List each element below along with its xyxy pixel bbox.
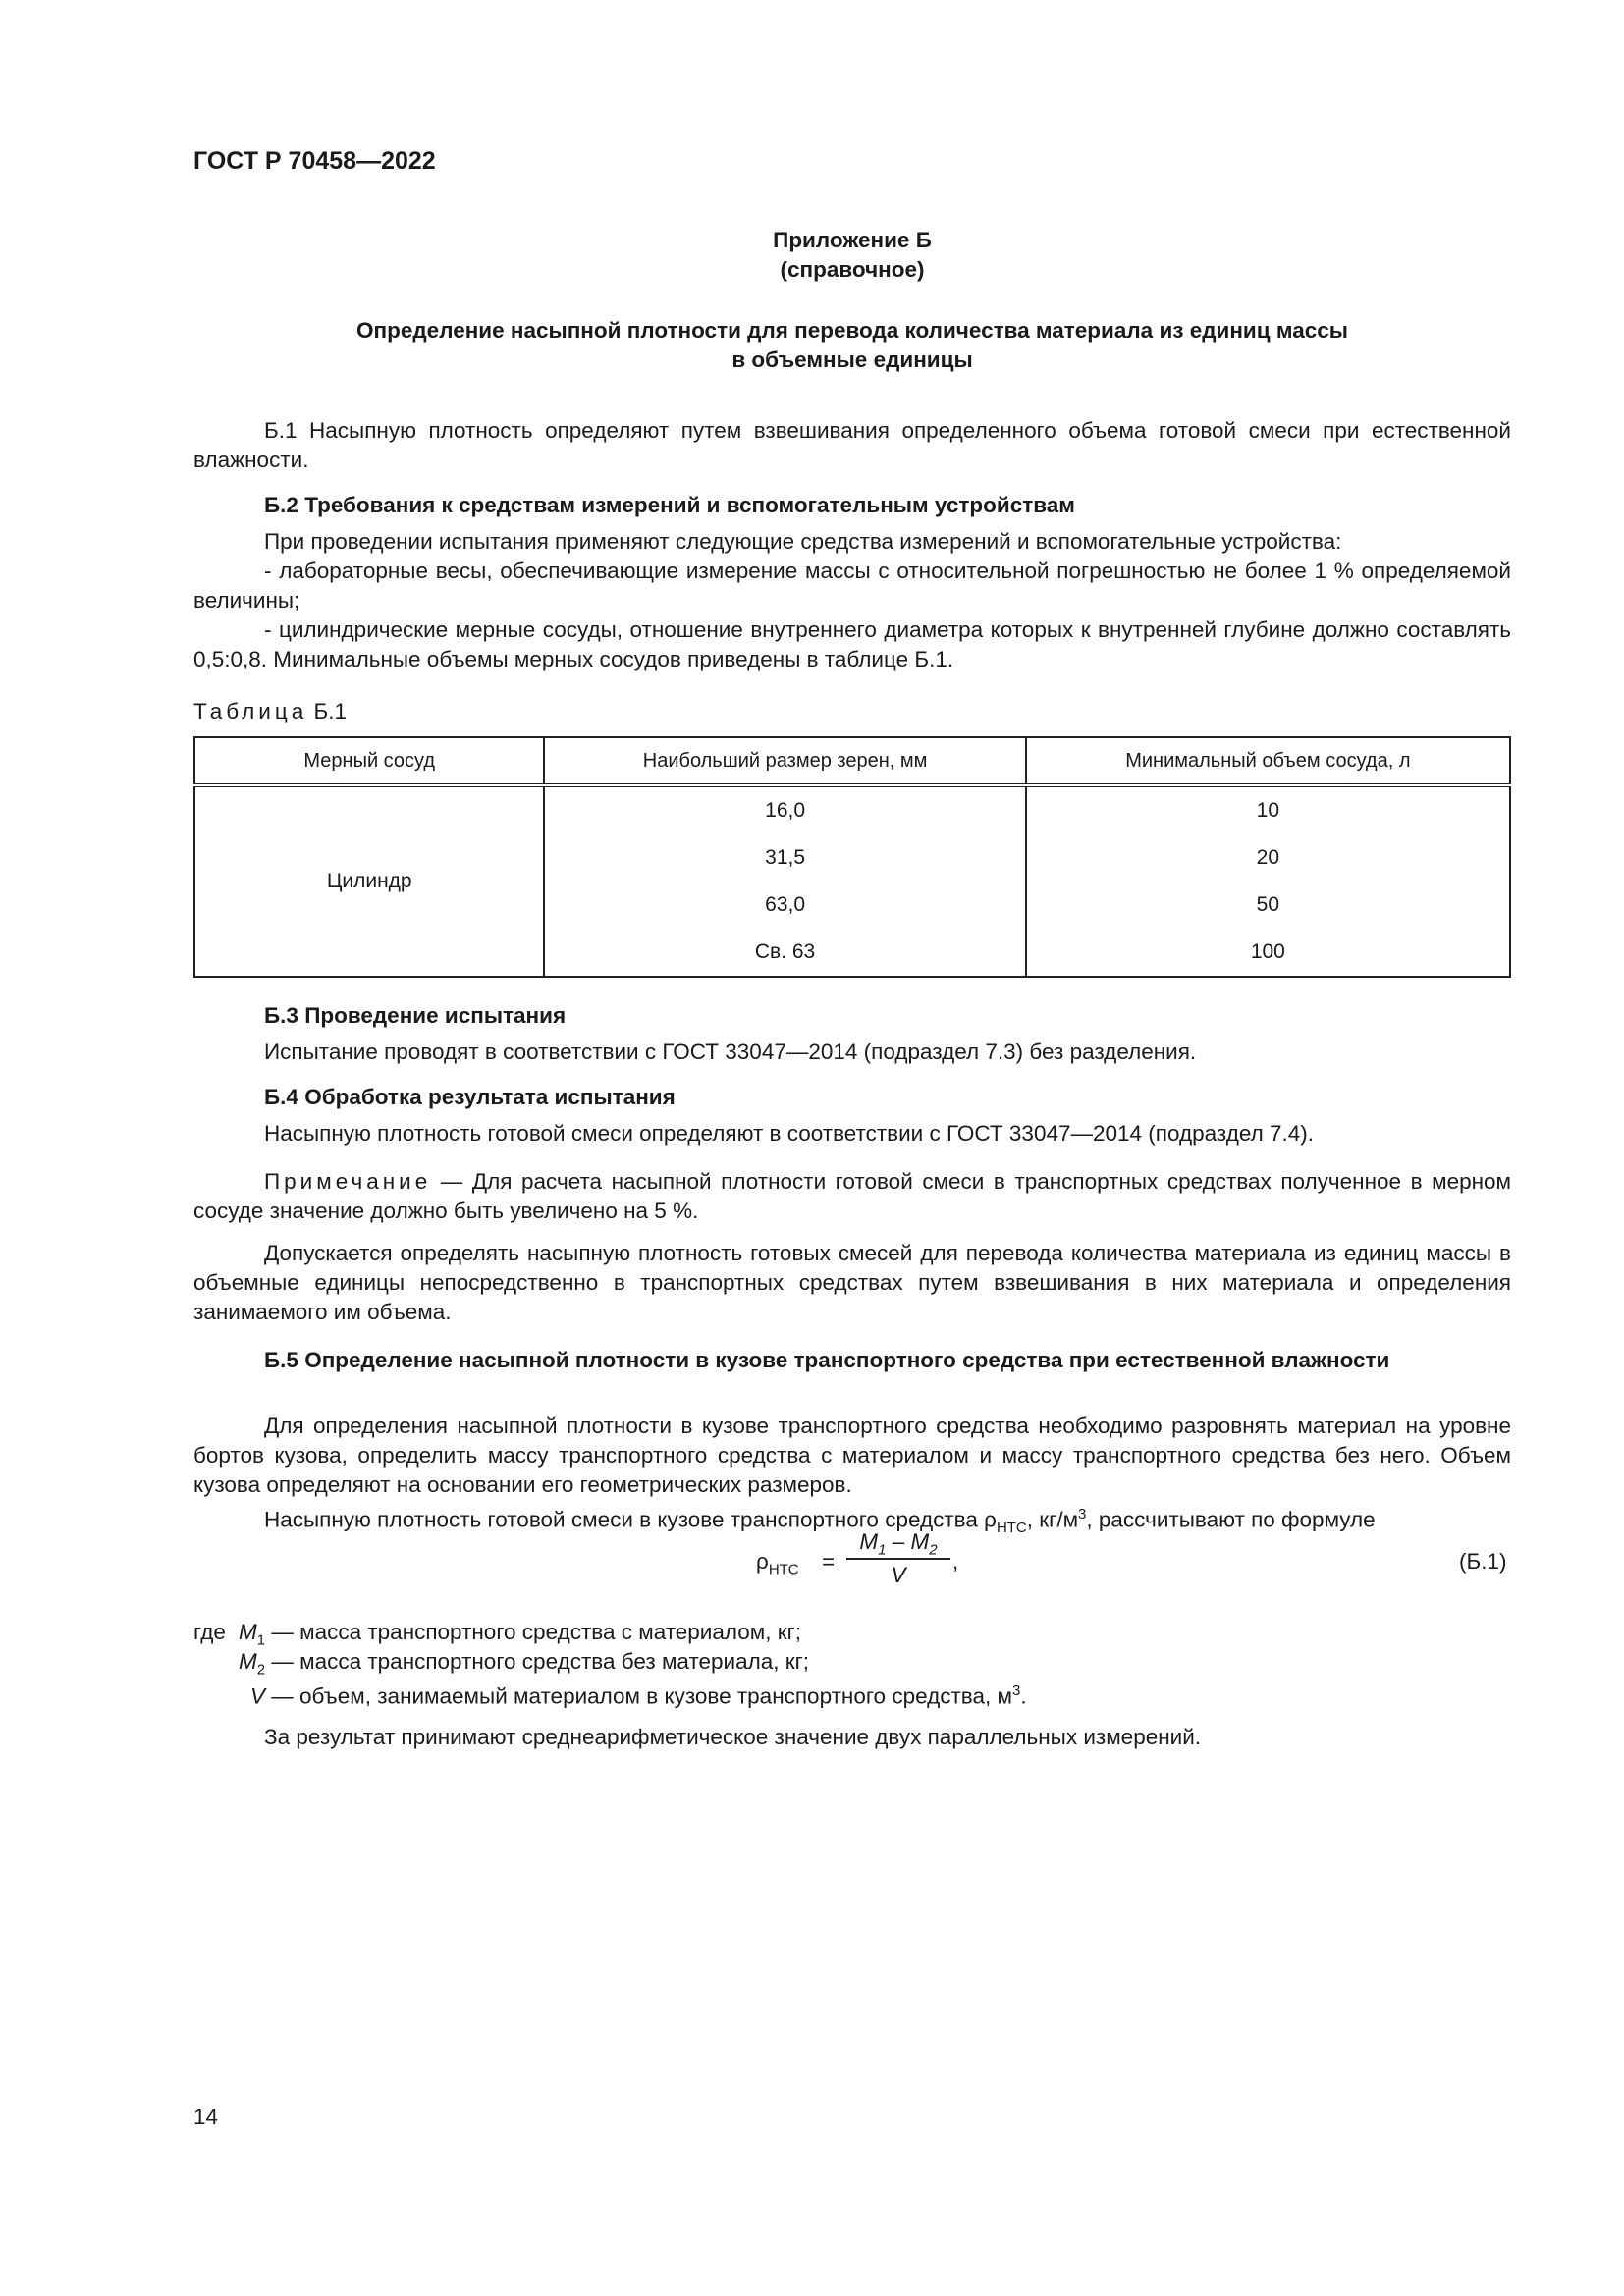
section-b4-heading: Б.4 Обработка результата испытания [264,1085,676,1109]
document-code: ГОСТ Р 70458—2022 [193,147,436,175]
formula-comma: , [952,1549,959,1574]
legend-where: где [193,1620,226,1644]
table-cell-volume: 50 [1026,881,1510,929]
result-text: За результат принимают среднеарифметическое значение двух параллельных измерений. [264,1725,1202,1749]
table-cell-volume: 10 [1026,785,1510,834]
table-header-cell: Мерный сосуд [194,737,544,785]
table-cell-volume: 20 [1026,834,1510,881]
formula-denominator: V [891,1563,906,1587]
page-number: 14 [193,2105,219,2129]
legend-desc: — масса транспортного средства без материала, кг; [271,1649,810,1674]
table-cell-volume: 100 [1026,929,1510,977]
table-header-cell: Наибольший размер зерен, мм [544,737,1025,785]
section-b5-heading: Б.5 Определение насыпной плотности в кузове транспортного средства при естественной влажности [264,1348,1390,1372]
section-b2-item2: - цилиндрические мерные сосуды, отношение внутреннего диаметра которых к внутренней глубине должно составлять 0,5:0,8. Минимальные объемы мерных сосудов приведены в таблице Б.1. [193,617,1511,671]
section-b2-item1: - лабораторные весы, обеспечивающие измерение массы с относительной погрешностью не более 1 % определяемой величины; [193,559,1511,613]
table-row [194,785,1510,834]
section-b3-text: Испытание проводят в соответствии с ГОСТ 33047—2014 (подраздел 7.3) без разделения. [264,1040,1197,1064]
note [193,1167,1511,1226]
legend-desc: — масса транспортного средства с материалом, кг; [271,1620,802,1644]
section-b1-text: Б.1 Насыпную плотность определяют путем взвешивания определенного объема готовой смеси при естественной влажности. [193,418,1511,472]
section-b2-heading: Б.2 Требования к средствам измерений и вспомогательным устройствам [264,493,1075,517]
table-header-cell: Минимальный объем сосуда, л [1026,737,1510,785]
formula-equals: = [822,1549,836,1574]
appendix-heading-line1: Определение насыпной плотности для перевода количества материала из единиц массы [356,318,1348,343]
section-b5-formula-intro: Насыпную плотность готовой смеси в кузове транспортного средства $\rho_{НТС}$, $кг/м^3$, рассчитывают по формуле [264,1506,1376,1536]
table-cell-grain: 63,0 [544,881,1025,929]
section-b2-intro: При проведении испытания применяют следующие средства измерений и вспомогательные устройства: [264,529,1342,554]
formula-number: (Б.1) [1459,1549,1507,1574]
table-cell-vessel: Цилиндр [194,785,544,977]
table-header-row [194,737,1510,785]
section-b4-text: Насыпную плотность готовой смеси определяют в соответствии с ГОСТ 33047—2014 (подраздел 7.4). [264,1121,1315,1146]
section-b5-text: Для определения насыпной плотности в кузове транспортного средства необходимо разровнять материал на уровне бортов кузова, определить массу транспортного средства с материалом и массу транспортного средства без него. Объем кузова определяют на основании его геометрических размеров. [193,1414,1511,1497]
legend-item: V — объем, занимаемый материалом в кузове транспортного средства, $м^3$. [250,1682,1027,1709]
table-cell-grain: 31,5 [544,834,1025,881]
formula-fraction [846,1526,950,1591]
formula-numerator: $M_1 - M_2$ [859,1529,938,1559]
section-b3-heading: Б.3 Проведение испытания [264,1003,567,1028]
appendix-status: (справочное) [780,257,925,282]
appendix-heading-line2: в объемные единицы [731,347,973,372]
note-text: — Для расчета насыпной плотности готовой смеси в транспортных средствах полученное в мерном сосуде значение должно быть увеличено на 5 %. [193,1169,1511,1223]
allowance-text: Допускается определять насыпную плотность готовых смесей для перевода количества материала из единиц массы в объемные единицы непосредственно в транспортных средствах путем взвешивания в них материала и определения занимаемого им объема. [193,1241,1511,1324]
note-label: Примечание [264,1169,432,1194]
table-caption-label: Таблица [193,699,308,723]
vessel-table [193,736,1511,978]
formula-lhs: $\rho_{НТС}$ [756,1549,799,1578]
table-cell-grain: 16,0 [544,785,1025,834]
table-caption [193,699,347,724]
table-cell-grain: Св. 63 [544,929,1025,977]
table-caption-number: Б.1 [313,699,348,723]
legend-item: где $M_1$ — масса транспортного средства с материалом, кг; [193,1620,802,1649]
appendix-title: Приложение Б [773,228,932,252]
legend-item: $M_2$ — масса транспортного средства без материала, кг; [239,1649,810,1679]
legend-desc: — объем, занимаемый материалом в кузове транспортного средства, м [271,1683,1012,1709]
